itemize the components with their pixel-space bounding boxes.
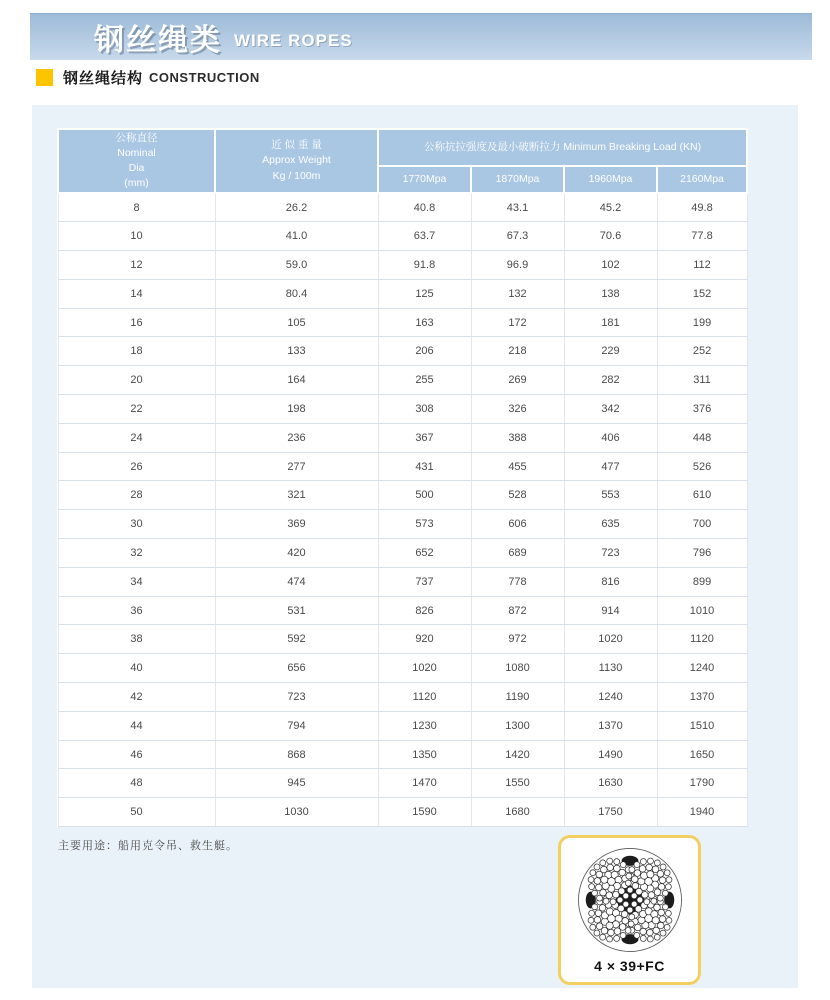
table-cell: 1120 xyxy=(378,683,471,712)
section-heading xyxy=(36,66,260,88)
table-cell: 152 xyxy=(657,279,747,308)
construction-figure-card xyxy=(558,835,701,985)
table-cell: 816 xyxy=(564,567,657,596)
table-cell: 26 xyxy=(58,452,215,481)
table-cell: 38 xyxy=(58,625,215,654)
table-cell: 723 xyxy=(215,683,378,712)
table-cell: 49.8 xyxy=(657,193,747,222)
table-cell: 1370 xyxy=(564,711,657,740)
table-row xyxy=(58,711,747,740)
table-cell: 112 xyxy=(657,251,747,280)
table-cell: 531 xyxy=(215,596,378,625)
table-cell: 826 xyxy=(378,596,471,625)
table-cell: 30 xyxy=(58,510,215,539)
table-cell: 1120 xyxy=(657,625,747,654)
table-cell: 477 xyxy=(564,452,657,481)
table-row xyxy=(58,395,747,424)
table-cell: 41.0 xyxy=(215,222,378,251)
table-cell: 321 xyxy=(215,481,378,510)
table-row xyxy=(58,510,747,539)
table-cell: 28 xyxy=(58,481,215,510)
table-row xyxy=(58,337,747,366)
table-cell: 43.1 xyxy=(471,193,564,222)
table-cell: 1370 xyxy=(657,683,747,712)
table-cell: 1590 xyxy=(378,798,471,827)
table-cell: 44 xyxy=(58,711,215,740)
table-cell: 46 xyxy=(58,740,215,769)
table-cell: 102 xyxy=(564,251,657,280)
table-cell: 8 xyxy=(58,193,215,222)
table-row xyxy=(58,625,747,654)
table-cell: 1490 xyxy=(564,740,657,769)
table-cell: 376 xyxy=(657,395,747,424)
table-cell: 945 xyxy=(215,769,378,798)
table-cell: 1300 xyxy=(471,711,564,740)
table-cell: 1030 xyxy=(215,798,378,827)
table-cell: 198 xyxy=(215,395,378,424)
table-cell: 635 xyxy=(564,510,657,539)
table-cell: 606 xyxy=(471,510,564,539)
table-cell: 269 xyxy=(471,366,564,395)
table-cell: 20 xyxy=(58,366,215,395)
table-row xyxy=(58,452,747,481)
table-cell: 1550 xyxy=(471,769,564,798)
table-cell: 1130 xyxy=(564,654,657,683)
table-cell: 105 xyxy=(215,308,378,337)
table-cell: 369 xyxy=(215,510,378,539)
table-cell: 163 xyxy=(378,308,471,337)
table-cell: 1240 xyxy=(657,654,747,683)
table-cell: 656 xyxy=(215,654,378,683)
table-cell: 132 xyxy=(471,279,564,308)
table-row xyxy=(58,366,747,395)
table-cell: 50 xyxy=(58,798,215,827)
table-cell: 420 xyxy=(215,539,378,568)
table-cell: 526 xyxy=(657,452,747,481)
table-cell: 80.4 xyxy=(215,279,378,308)
table-cell: 474 xyxy=(215,567,378,596)
table-cell: 872 xyxy=(471,596,564,625)
header-grade-1770: 1770Mpa xyxy=(378,166,471,193)
table-cell: 236 xyxy=(215,423,378,452)
banner-title-en: WIRE ROPES xyxy=(234,31,353,50)
table-cell: 737 xyxy=(378,567,471,596)
table-row xyxy=(58,596,747,625)
table-cell: 40 xyxy=(58,654,215,683)
table-cell: 1350 xyxy=(378,740,471,769)
table-row xyxy=(58,769,747,798)
content-panel xyxy=(32,105,798,988)
table-cell: 10 xyxy=(58,222,215,251)
table-cell: 1680 xyxy=(471,798,564,827)
table-cell: 218 xyxy=(471,337,564,366)
table-cell: 206 xyxy=(378,337,471,366)
table-row xyxy=(58,798,747,827)
table-cell: 972 xyxy=(471,625,564,654)
header-grade-2160: 2160Mpa xyxy=(657,166,747,193)
table-row xyxy=(58,279,747,308)
header-approx-weight-en: Approx Weight xyxy=(262,154,331,167)
header-approx-weight-zh: 近 似 重 量 xyxy=(271,139,322,152)
table-row xyxy=(58,539,747,568)
main-usage-note: 主要用途：船用克令吊、救生艇。 xyxy=(58,840,238,852)
table-cell: 45.2 xyxy=(564,193,657,222)
table-cell: 36 xyxy=(58,596,215,625)
table-cell: 34 xyxy=(58,567,215,596)
table-cell: 553 xyxy=(564,481,657,510)
header-approx-weight xyxy=(215,129,378,193)
table-cell: 1230 xyxy=(378,711,471,740)
table-cell: 24 xyxy=(58,423,215,452)
table-cell: 794 xyxy=(215,711,378,740)
table-cell: 326 xyxy=(471,395,564,424)
table-row xyxy=(58,193,747,222)
table-cell: 1470 xyxy=(378,769,471,798)
table-cell: 796 xyxy=(657,539,747,568)
table-cell: 528 xyxy=(471,481,564,510)
table-cell: 48 xyxy=(58,769,215,798)
table-cell: 40.8 xyxy=(378,193,471,222)
header-nominal-dia-zh: 公称直径 xyxy=(115,131,158,144)
table-cell: 868 xyxy=(215,740,378,769)
table-row xyxy=(58,740,747,769)
table-cell: 1020 xyxy=(378,654,471,683)
table-cell: 42 xyxy=(58,683,215,712)
table-cell: 311 xyxy=(657,366,747,395)
table-cell: 448 xyxy=(657,423,747,452)
page-banner xyxy=(30,13,812,60)
table-cell: 199 xyxy=(657,308,747,337)
table-cell: 67.3 xyxy=(471,222,564,251)
header-breaking-load-group: 公称抗拉强度及最小破断拉力 Minimum Breaking Load (KN) xyxy=(378,129,747,166)
table-row xyxy=(58,423,747,452)
table-cell: 32 xyxy=(58,539,215,568)
table-cell: 1630 xyxy=(564,769,657,798)
table-cell: 700 xyxy=(657,510,747,539)
table-cell: 22 xyxy=(58,395,215,424)
table-cell: 388 xyxy=(471,423,564,452)
table-cell: 500 xyxy=(378,481,471,510)
table-cell: 63.7 xyxy=(378,222,471,251)
table-cell: 342 xyxy=(564,395,657,424)
table-cell: 1010 xyxy=(657,596,747,625)
table-row xyxy=(58,222,747,251)
table-row xyxy=(58,251,747,280)
banner-title-zh: 钢丝绳类 xyxy=(94,24,222,57)
table-cell: 172 xyxy=(471,308,564,337)
table-cell: 91.8 xyxy=(378,251,471,280)
table-cell: 1020 xyxy=(564,625,657,654)
header-grade-1960: 1960Mpa xyxy=(564,166,657,193)
table-cell: 26.2 xyxy=(215,193,378,222)
table-cell: 133 xyxy=(215,337,378,366)
yellow-square-bullet-icon xyxy=(36,69,53,86)
header-grade-1870: 1870Mpa xyxy=(471,166,564,193)
table-cell: 610 xyxy=(657,481,747,510)
table-row xyxy=(58,481,747,510)
table-cell: 308 xyxy=(378,395,471,424)
table-row xyxy=(58,654,747,683)
wire-rope-cross-section-icon xyxy=(574,844,686,956)
breaking-load-table xyxy=(57,128,748,827)
table-cell: 255 xyxy=(378,366,471,395)
table-cell: 1190 xyxy=(471,683,564,712)
table-cell: 689 xyxy=(471,539,564,568)
table-cell: 164 xyxy=(215,366,378,395)
table-body xyxy=(58,193,747,827)
table-cell: 77.8 xyxy=(657,222,747,251)
table-cell: 12 xyxy=(58,251,215,280)
table-cell: 138 xyxy=(564,279,657,308)
table-cell: 59.0 xyxy=(215,251,378,280)
table-cell: 455 xyxy=(471,452,564,481)
table-cell: 1240 xyxy=(564,683,657,712)
table-cell: 1420 xyxy=(471,740,564,769)
table-cell: 1510 xyxy=(657,711,747,740)
table-cell: 1790 xyxy=(657,769,747,798)
table-cell: 1650 xyxy=(657,740,747,769)
table-cell: 592 xyxy=(215,625,378,654)
table-row xyxy=(58,308,747,337)
table-cell: 14 xyxy=(58,279,215,308)
table-cell: 16 xyxy=(58,308,215,337)
table-cell: 277 xyxy=(215,452,378,481)
table-cell: 229 xyxy=(564,337,657,366)
table-cell: 96.9 xyxy=(471,251,564,280)
table-row xyxy=(58,567,747,596)
table-cell: 914 xyxy=(564,596,657,625)
table-cell: 920 xyxy=(378,625,471,654)
table-cell: 778 xyxy=(471,567,564,596)
table-cell: 431 xyxy=(378,452,471,481)
table-cell: 367 xyxy=(378,423,471,452)
table-cell: 652 xyxy=(378,539,471,568)
table-cell: 1750 xyxy=(564,798,657,827)
table-cell: 406 xyxy=(564,423,657,452)
table-cell: 125 xyxy=(378,279,471,308)
table-cell: 573 xyxy=(378,510,471,539)
header-nominal-dia-unit: (mm) xyxy=(124,177,149,190)
table-cell: 181 xyxy=(564,308,657,337)
table-cell: 282 xyxy=(564,366,657,395)
table-cell: 18 xyxy=(58,337,215,366)
table-cell: 723 xyxy=(564,539,657,568)
table-cell: 70.6 xyxy=(564,222,657,251)
table-cell: 899 xyxy=(657,567,747,596)
header-nominal-dia xyxy=(58,129,215,193)
table-header xyxy=(58,129,747,193)
table-row xyxy=(58,683,747,712)
table-cell: 1940 xyxy=(657,798,747,827)
section-title-zh: 钢丝绳结构 xyxy=(63,69,144,87)
header-nominal-dia-en1: Nominal xyxy=(117,146,156,159)
construction-figure-label: 4 × 39+FC xyxy=(594,958,665,974)
table-cell: 1080 xyxy=(471,654,564,683)
header-approx-weight-unit: Kg / 100m xyxy=(272,169,321,182)
header-nominal-dia-en2: Dia xyxy=(128,162,145,174)
table-cell: 252 xyxy=(657,337,747,366)
section-title-en: CONSTRUCTION xyxy=(149,69,260,85)
